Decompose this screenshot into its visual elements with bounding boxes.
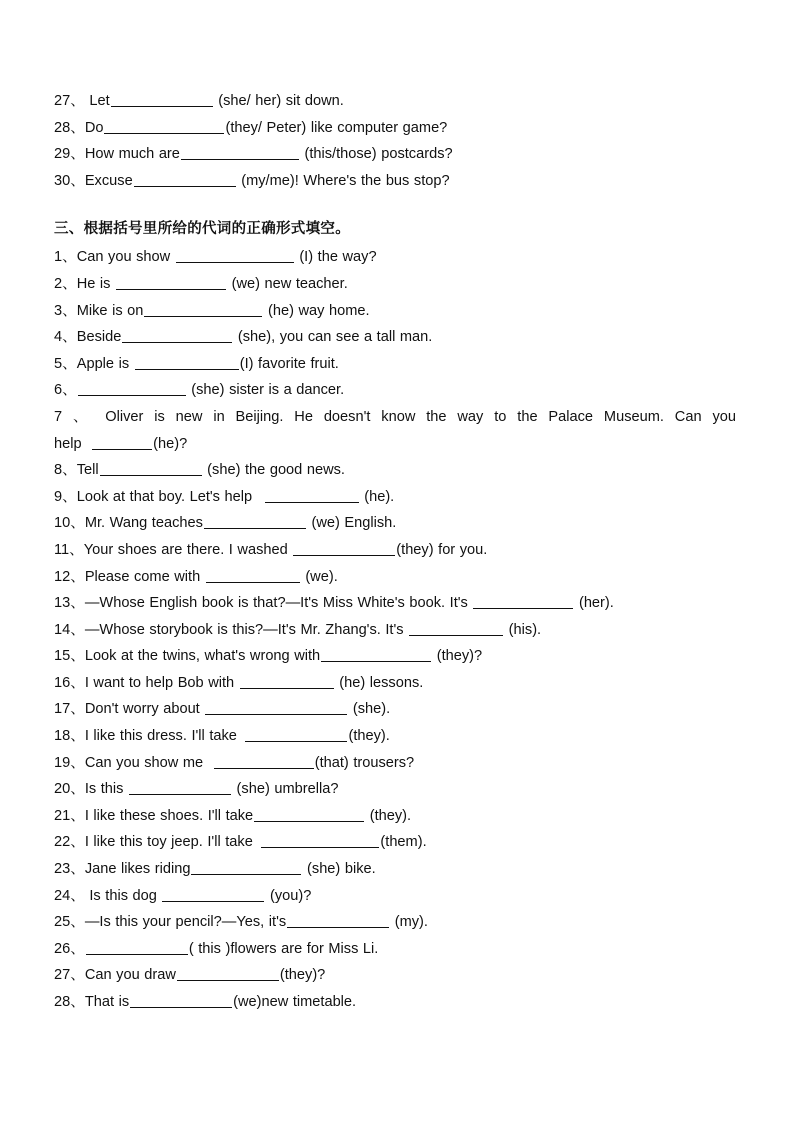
answer-blank[interactable] xyxy=(144,302,262,317)
answer-blank[interactable] xyxy=(409,621,503,636)
answer-blank[interactable] xyxy=(176,248,294,263)
item-text-after: (they)? xyxy=(279,967,326,984)
item-text-before: He is xyxy=(76,275,116,292)
item-text-after: (my). xyxy=(390,914,428,931)
item-number: 6、 xyxy=(54,382,77,399)
item-text-after: (he) way home. xyxy=(263,302,370,319)
answer-blank[interactable] xyxy=(293,541,395,556)
item-text-before: Mr. Wang teaches xyxy=(84,515,203,532)
item-number: 2、 xyxy=(54,275,77,292)
item-text-before: Is this xyxy=(84,781,128,798)
item-number: 5、 xyxy=(54,355,77,372)
item-text-before: Mike is on xyxy=(76,302,144,319)
item-text-before: Tell xyxy=(76,462,99,479)
item-text-after: (we)new timetable. xyxy=(233,994,357,1010)
exercise-item-21 xyxy=(54,803,736,830)
item-text-before: Don't worry about xyxy=(84,701,205,718)
item-text-before: I like this dress. I'll take xyxy=(84,728,242,745)
item-text-after: (we) new teacher. xyxy=(227,275,348,292)
item-number: 29、 xyxy=(54,146,85,163)
item-text-after: (that) trousers? xyxy=(314,754,415,771)
exercise-item-16 xyxy=(54,670,736,697)
exercise-item-18 xyxy=(54,723,736,750)
exercise-item-27b xyxy=(54,962,736,989)
answer-blank[interactable] xyxy=(205,700,347,715)
item-text-before: Can you draw xyxy=(84,967,176,984)
item-number: 21、 xyxy=(54,807,85,824)
item-text-after: (he). xyxy=(359,488,395,505)
worksheet-page xyxy=(54,88,736,1016)
item-text-after: (my/me)! Where's the bus stop? xyxy=(236,172,450,189)
exercise-item-7 xyxy=(54,404,736,431)
item-text-before: I like these shoes. I'll take xyxy=(84,807,254,824)
answer-blank[interactable] xyxy=(116,275,226,290)
item-number: 8、 xyxy=(54,462,77,479)
exercise-item-29 xyxy=(54,141,736,168)
answer-blank[interactable] xyxy=(162,887,264,902)
item-number: 23、 xyxy=(54,861,85,878)
item-text-after: (they). xyxy=(348,728,390,745)
item-number: 19、 xyxy=(54,754,85,771)
exercise-item-28 xyxy=(54,115,736,142)
exercise-item-22 xyxy=(54,829,736,856)
item-text-after: ( this )flowers are for Miss Li. xyxy=(188,940,379,957)
item-number: 10、 xyxy=(54,515,85,532)
exercise-item-17 xyxy=(54,696,736,723)
answer-blank[interactable] xyxy=(245,727,347,742)
exercise-item-11 xyxy=(54,537,736,564)
item-text-before: Is this dog xyxy=(84,887,162,904)
answer-blank[interactable] xyxy=(130,993,232,1008)
item-text-before: Can you show xyxy=(76,249,175,266)
exercise-item-13 xyxy=(54,590,736,617)
exercise-item-1 xyxy=(54,244,736,271)
item-text-after: (we) English. xyxy=(306,515,397,532)
item-text-after: (her). xyxy=(574,595,614,612)
answer-blank[interactable] xyxy=(254,807,364,822)
item-text-before: Let xyxy=(84,93,110,109)
item-text-before: —Whose English book is that?—It's Miss White's book. It's xyxy=(84,595,473,612)
item-text-after: (she) bike. xyxy=(302,861,376,878)
item-number: 15、 xyxy=(54,648,85,665)
item-text-before: Jane likes riding xyxy=(84,861,191,878)
answer-blank[interactable] xyxy=(86,940,188,955)
answer-blank[interactable] xyxy=(473,594,573,609)
item-text-after: (this/those) postcards? xyxy=(299,146,453,163)
exercise-item-30 xyxy=(54,168,736,195)
item-number: 17、 xyxy=(54,701,85,718)
item-number: 20、 xyxy=(54,781,85,798)
item-text: Oliver is new in Beijing. He doesn't know the way to the Palace Museum. Can you xyxy=(105,408,736,425)
item-text-after: (he) lessons. xyxy=(334,674,424,691)
exercise-item-9 xyxy=(54,484,736,511)
item-text-before: Look at the twins, what's wrong with xyxy=(84,648,321,665)
item-text-before: —Whose storybook is this?—It's Mr. Zhang's. It's xyxy=(84,621,409,638)
exercise-item-8 xyxy=(54,457,736,484)
item-number: 22、 xyxy=(54,834,85,851)
exercise-item-19 xyxy=(54,750,736,777)
item-text-after: (she), you can see a tall man. xyxy=(233,329,433,346)
answer-blank[interactable] xyxy=(135,355,239,370)
item-number: 4、 xyxy=(54,329,77,346)
item-number: 9、 xyxy=(54,488,77,505)
answer-blank[interactable] xyxy=(321,647,431,662)
item-number: 18、 xyxy=(54,728,85,745)
item-number: 27、 xyxy=(54,967,85,984)
exercise-item-2 xyxy=(54,271,736,298)
exercise-item-28b xyxy=(54,989,736,1016)
item-text-after: (them). xyxy=(380,834,427,851)
item-number: 13、 xyxy=(54,595,85,612)
item-text-before: Do xyxy=(84,119,104,136)
item-text-after: (they/ Peter) like computer game? xyxy=(225,119,448,136)
item-text-after: (I) the way? xyxy=(294,249,377,266)
answer-blank[interactable] xyxy=(100,461,202,476)
item-text-before: Excuse xyxy=(84,172,133,189)
item-text-before: I want to help Bob with xyxy=(84,674,239,691)
exercise-item-25 xyxy=(54,909,736,936)
item-number: 7 、 xyxy=(54,408,95,425)
section-gap xyxy=(54,194,736,214)
item-number: 26、 xyxy=(54,940,85,957)
answer-blank[interactable] xyxy=(111,92,213,107)
answer-blank[interactable] xyxy=(191,860,301,875)
item-number: 3、 xyxy=(54,302,77,319)
item-text-after: (she) sister is a dancer. xyxy=(186,382,345,399)
exercise-item-26 xyxy=(54,936,736,963)
item-text-after: (he)? xyxy=(153,435,188,452)
item-text-before: That is xyxy=(84,994,130,1010)
exercise-item-5 xyxy=(54,351,736,378)
exercise-item-15 xyxy=(54,643,736,670)
answer-blank[interactable] xyxy=(78,381,186,396)
item-text-after: (his). xyxy=(504,621,542,638)
answer-blank[interactable] xyxy=(181,145,299,160)
item-text-before: Can you show me xyxy=(84,754,208,771)
item-text-after: (they). xyxy=(365,807,412,824)
exercise-item-27 xyxy=(54,88,736,115)
answer-blank[interactable] xyxy=(261,833,379,848)
exercise-item-3 xyxy=(54,298,736,325)
item-text-before: —Is this your pencil?—Yes, it's xyxy=(84,914,287,931)
item-text-after: (we). xyxy=(300,568,338,585)
item-number: 30、 xyxy=(54,172,85,189)
answer-blank[interactable] xyxy=(92,435,152,450)
item-text-after: (they)? xyxy=(432,648,483,665)
item-number: 28、 xyxy=(54,994,85,1010)
item-number: 27、 xyxy=(54,93,85,109)
answer-blank[interactable] xyxy=(104,119,224,134)
item-text-after: (she). xyxy=(348,701,391,718)
answer-blank[interactable] xyxy=(129,780,231,795)
exercise-item-10 xyxy=(54,510,736,537)
item-text-before: I like this toy jeep. I'll take xyxy=(84,834,258,851)
section-heading: 三、根据括号里所给的代词的正确形式填空。 xyxy=(54,221,350,238)
item-number: 14、 xyxy=(54,621,85,638)
item-text-after: (she) umbrella? xyxy=(232,781,339,798)
exercise-item-4 xyxy=(54,324,736,351)
item-number: 24、 xyxy=(54,887,85,904)
item-number: 11、 xyxy=(54,541,84,558)
item-text-before: Apple is xyxy=(76,355,134,372)
exercise-item-7-continued xyxy=(54,431,736,458)
exercise-item-23 xyxy=(54,856,736,883)
item-number: 25、 xyxy=(54,914,85,931)
answer-blank[interactable] xyxy=(134,172,236,187)
answer-blank[interactable] xyxy=(204,514,306,529)
item-number: 28、 xyxy=(54,119,85,136)
exercise-item-12 xyxy=(54,564,736,591)
item-text-before: How much are xyxy=(84,146,180,163)
item-text-before: help xyxy=(54,435,87,452)
item-text-after: (she) the good news. xyxy=(202,462,345,479)
exercise-item-6 xyxy=(54,377,736,404)
answer-blank[interactable] xyxy=(122,328,232,343)
item-text-after: (I) favorite fruit. xyxy=(239,355,339,372)
answer-blank[interactable] xyxy=(214,754,314,769)
item-text-before: Please come with xyxy=(84,568,205,585)
exercise-item-20 xyxy=(54,776,736,803)
item-number: 16、 xyxy=(54,674,85,691)
answer-blank[interactable] xyxy=(177,966,279,981)
item-text-after: (she/ her) sit down. xyxy=(213,93,344,109)
answer-blank[interactable] xyxy=(287,913,389,928)
item-text-before: Your shoes are there. I washed xyxy=(83,541,293,558)
item-text-before: Beside xyxy=(76,329,122,346)
answer-blank[interactable] xyxy=(240,674,334,689)
item-text-after: (they) for you. xyxy=(396,541,488,558)
item-number: 12、 xyxy=(54,568,85,585)
answer-blank[interactable] xyxy=(206,568,300,583)
item-text-before: Look at that boy. Let's help xyxy=(76,488,257,505)
exercise-item-24 xyxy=(54,883,736,910)
exercise-item-14 xyxy=(54,617,736,644)
item-text-after: (you)? xyxy=(265,887,312,904)
answer-blank[interactable] xyxy=(265,488,359,503)
item-number: 1、 xyxy=(54,249,77,266)
